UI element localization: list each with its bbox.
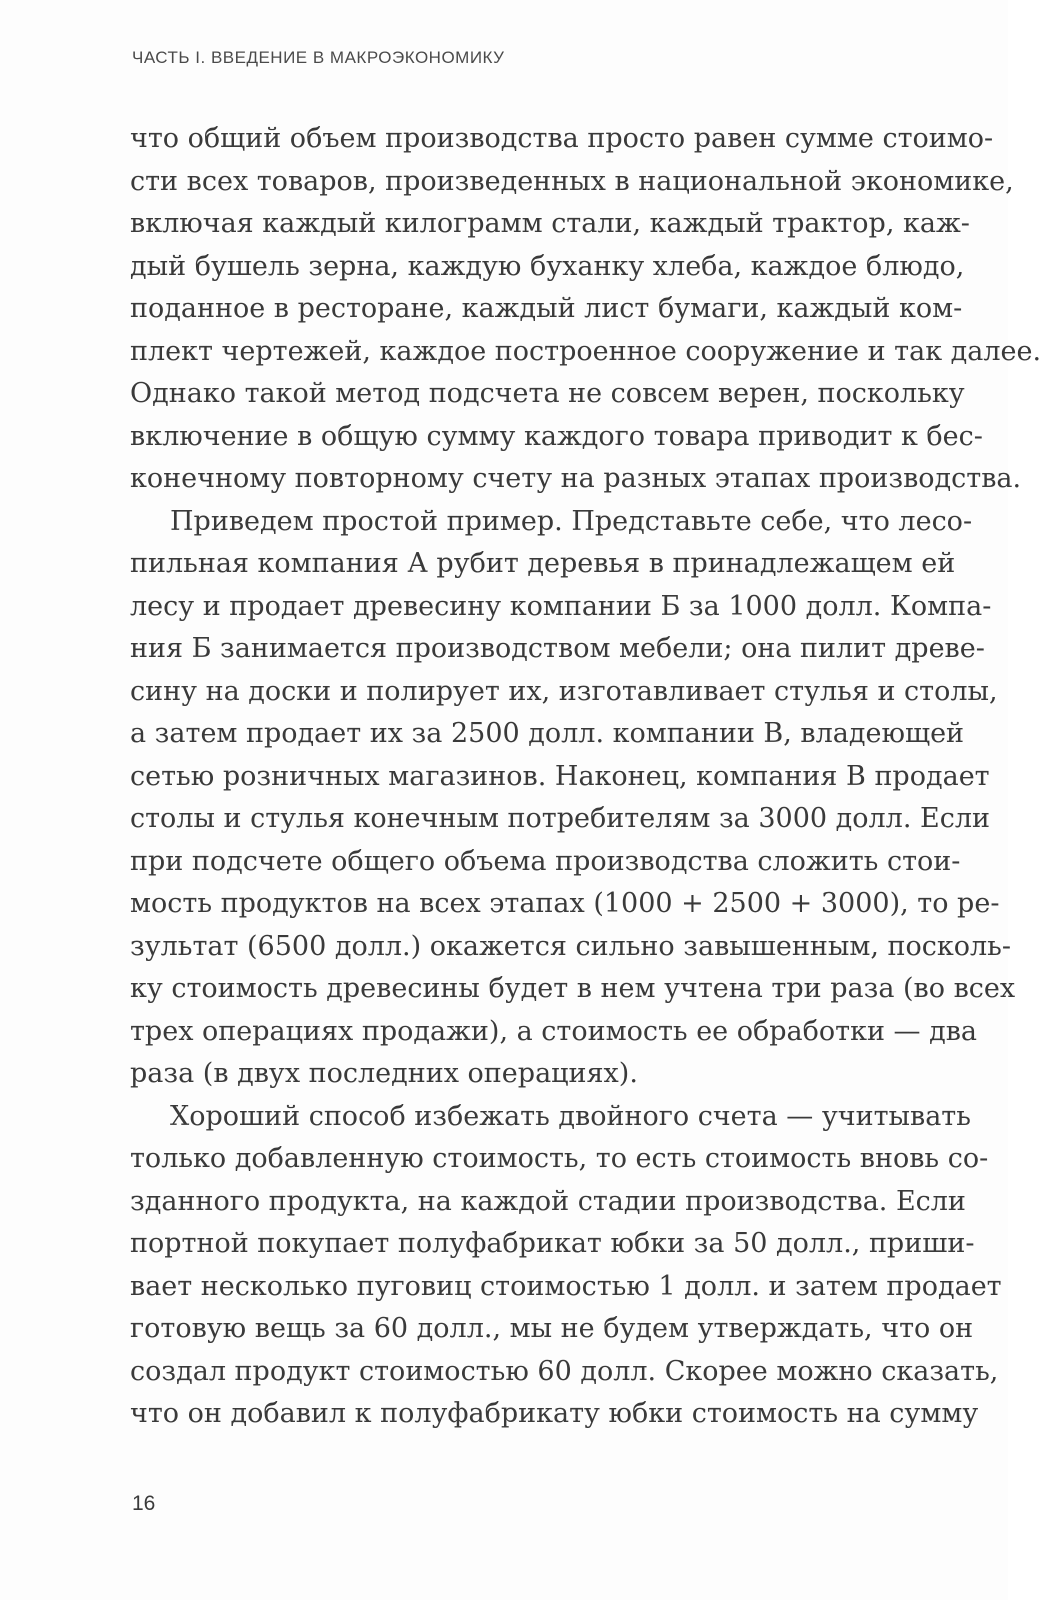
text-line: зданного продукта, на каждой стадии производства. Если <box>130 1185 966 1217</box>
text-line: готовую вещь за 60 долл., мы не будем утверждать, что он <box>130 1313 974 1344</box>
text-line: включение в общую сумму каждого товара приводит к бес- <box>130 420 983 452</box>
text-line: при подсчете общего объема производства сложить стои- <box>130 845 961 877</box>
text-line: портной покупает полуфабрикат юбки за 50 долл., приши- <box>130 1228 975 1259</box>
text-line: а затем продает их за 2500 долл. компании В, владеющей <box>130 718 965 749</box>
paragraph <box>130 1096 1002 1436</box>
text-line: Приведем простой пример. Представьте себе, что лесо- <box>170 505 973 537</box>
text-line: конечному повторному счету на разных этапах производства. <box>130 463 1022 494</box>
text-line: столы и стулья конечным потребителям за 3000 долл. Если <box>130 803 990 834</box>
text-line: что общий объем производства просто равен сумме стоимо- <box>130 123 994 154</box>
text-line: Однако такой метод подсчета не совсем верен, поскольку <box>130 378 965 409</box>
text-line: сетью розничных магазинов. Наконец, компания В продает <box>130 760 990 792</box>
text-line: создал продукт стоимостью 60 долл. Скорее можно сказать, <box>130 1355 999 1387</box>
text-line: мость продуктов на всех этапах (1000 + 2500 + 3000), то ре- <box>130 888 1000 919</box>
text-line: сти всех товаров, произведенных в национальной экономике, <box>130 165 1014 197</box>
text-line: поданное в ресторане, каждый лист бумаги, каждый ком- <box>130 293 963 324</box>
page-number: 16 <box>132 1492 156 1515</box>
running-head: ЧАСТЬ I. ВВЕДЕНИЕ В МАКРОЭКОНОМИКУ <box>132 48 505 67</box>
text-line: пильная компания А рубит деревья в принадлежащем ей <box>130 548 956 579</box>
text-line: зультат (6500 долл.) окажется сильно завышенным, посколь- <box>130 930 1011 962</box>
body-text <box>130 118 1041 1436</box>
text-line: сину на доски и полирует их, изготавливает стулья и столы, <box>130 675 998 707</box>
paragraph <box>130 118 1041 501</box>
text-line: трех операциях продажи), а стоимость ее обработки — два <box>130 1015 978 1047</box>
text-line: включая каждый килограмм стали, каждый трактор, каж- <box>130 208 970 239</box>
text-line: что он добавил к полуфабрикату юбки стоимость на сумму <box>130 1398 979 1429</box>
text-line: вает несколько пуговиц стоимостью 1 долл. и затем продает <box>130 1270 1002 1302</box>
paragraph <box>130 501 1016 1096</box>
text-line: плект чертежей, каждое построенное сооружение и так далее. <box>130 335 1041 367</box>
text-line: ния Б занимается производством мебели; она пилит древе- <box>130 633 985 664</box>
text-line: лесу и продает древесину компании Б за 1000 долл. Компа- <box>130 590 992 622</box>
text-line: дый бушель зерна, каждую буханку хлеба, каждое блюдо, <box>130 250 965 282</box>
text-line: Хороший способ избежать двойного счета — учитывать <box>170 1100 971 1132</box>
text-line: раза (в двух последних операциях). <box>130 1058 638 1089</box>
text-line: ку стоимость древесины будет в нем учтена три раза (во всех <box>130 973 1016 1004</box>
text-line: только добавленную стоимость, то есть стоимость вновь со- <box>130 1143 989 1174</box>
